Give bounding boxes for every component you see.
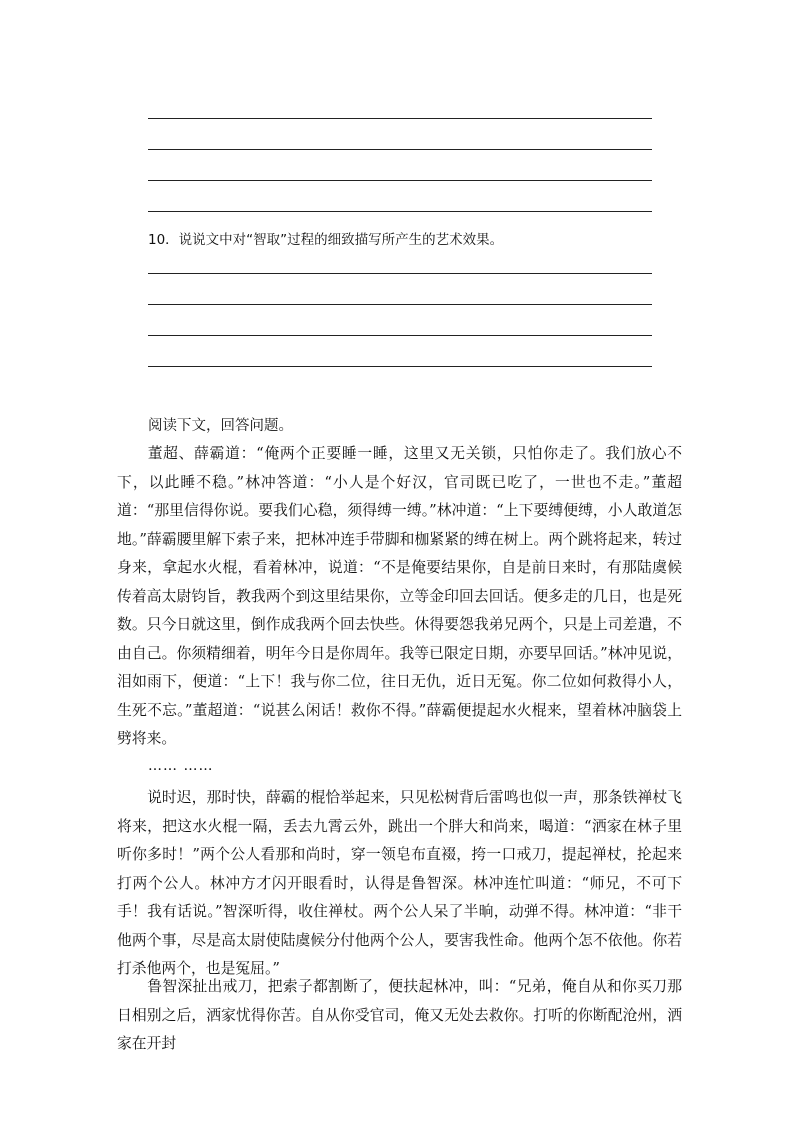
answer-line[interactable] <box>148 273 652 274</box>
passage-paragraph-1 <box>117 440 682 754</box>
paragraph-text: 董超、薛霸道：“俺两个正要睡一睡，这里又无关锁，只怕你走了。我们放心不下，以此睡不稳。”林冲答道：“小人是个好汉，官司既已吃了，一世也不走。”董超道：“那里信得你说。要我们心稳，须得缚一缚。”林冲道：“上下要缚便缚，小人敢道怎地。”薛霸腰里解下索子来，把林冲连手带脚和枷紧紧的缚在树上。两个跳将起来，转过身来，拿起水火棍，看着林冲，说道：“不是俺要结果你，自是前日来时，有那陆虞候传着高太尉钧旨，教我两个到这里结果你，立等金印回去回话。便多走的几日，也是死数。只今日就这里，倒作成我两个回去快些。休得要怨我弟兄两个，只是上司差遣，不由自己。你须精细着，明年今日是你周年。我等已限定日期，亦要早回话。”林冲见说，泪如雨下，便道：“上下！我与你二位，往日无仇，近日无冤。你二位如何救得小人，生死不忘。”董超道：“说甚么闲话！救你不得。”薛霸便提起水火棍来，望着林冲脑袋上劈将来。 <box>117 445 682 747</box>
answer-line[interactable] <box>148 304 652 305</box>
passage-paragraph-2 <box>117 784 682 984</box>
answer-line[interactable] <box>148 118 652 119</box>
answer-line[interactable] <box>148 335 652 336</box>
answer-line[interactable] <box>148 211 652 212</box>
paragraph-text: 说时迟，那时快，薛霸的棍恰举起来，只见松树背后雷鸣也似一声，那条铁禅杖飞将来，把这水火棍一隔，丢去九霄云外，跳出一个胖大和尚来，喝道：“洒家在林子里听你多时！”两个公人看那和尚时，穿一领皂布直裰，挎一口戒刀，提起禅杖，抡起来打两个公人。林冲方才闪开眼看时，认得是鲁智深。林冲连忙叫道：“师兄，不可下手！我有话说。”智深听得，收住禅杖。两个公人呆了半晌，动弹不得。林冲道：“非干他两个事，尽是高太尉使陆虞候分付他两个公人，要害我性命。他两个怎不依他。你若打杀他两个，也是冤屈。” <box>117 789 682 977</box>
answer-line[interactable] <box>148 149 652 150</box>
question-10: 10．说说文中对“智取”过程的细致描写所产生的艺术效果。 <box>148 232 504 248</box>
reading-instruction: 阅读下文，回答问题。 <box>148 418 293 434</box>
passage-paragraph-3 <box>117 973 682 1059</box>
paragraph-text: 鲁智深扯出戒刀，把索子都割断了，便扶起林冲，叫：“兄弟，俺自从和你买刀那日相别之后，洒家忧得你苦。自从你受官司，俺又无处去救你。打听的你断配沧州，洒家在开封 <box>117 978 682 1052</box>
ellipsis: …… …… <box>148 758 214 774</box>
answer-line[interactable] <box>148 366 652 367</box>
answer-line[interactable] <box>148 180 652 181</box>
